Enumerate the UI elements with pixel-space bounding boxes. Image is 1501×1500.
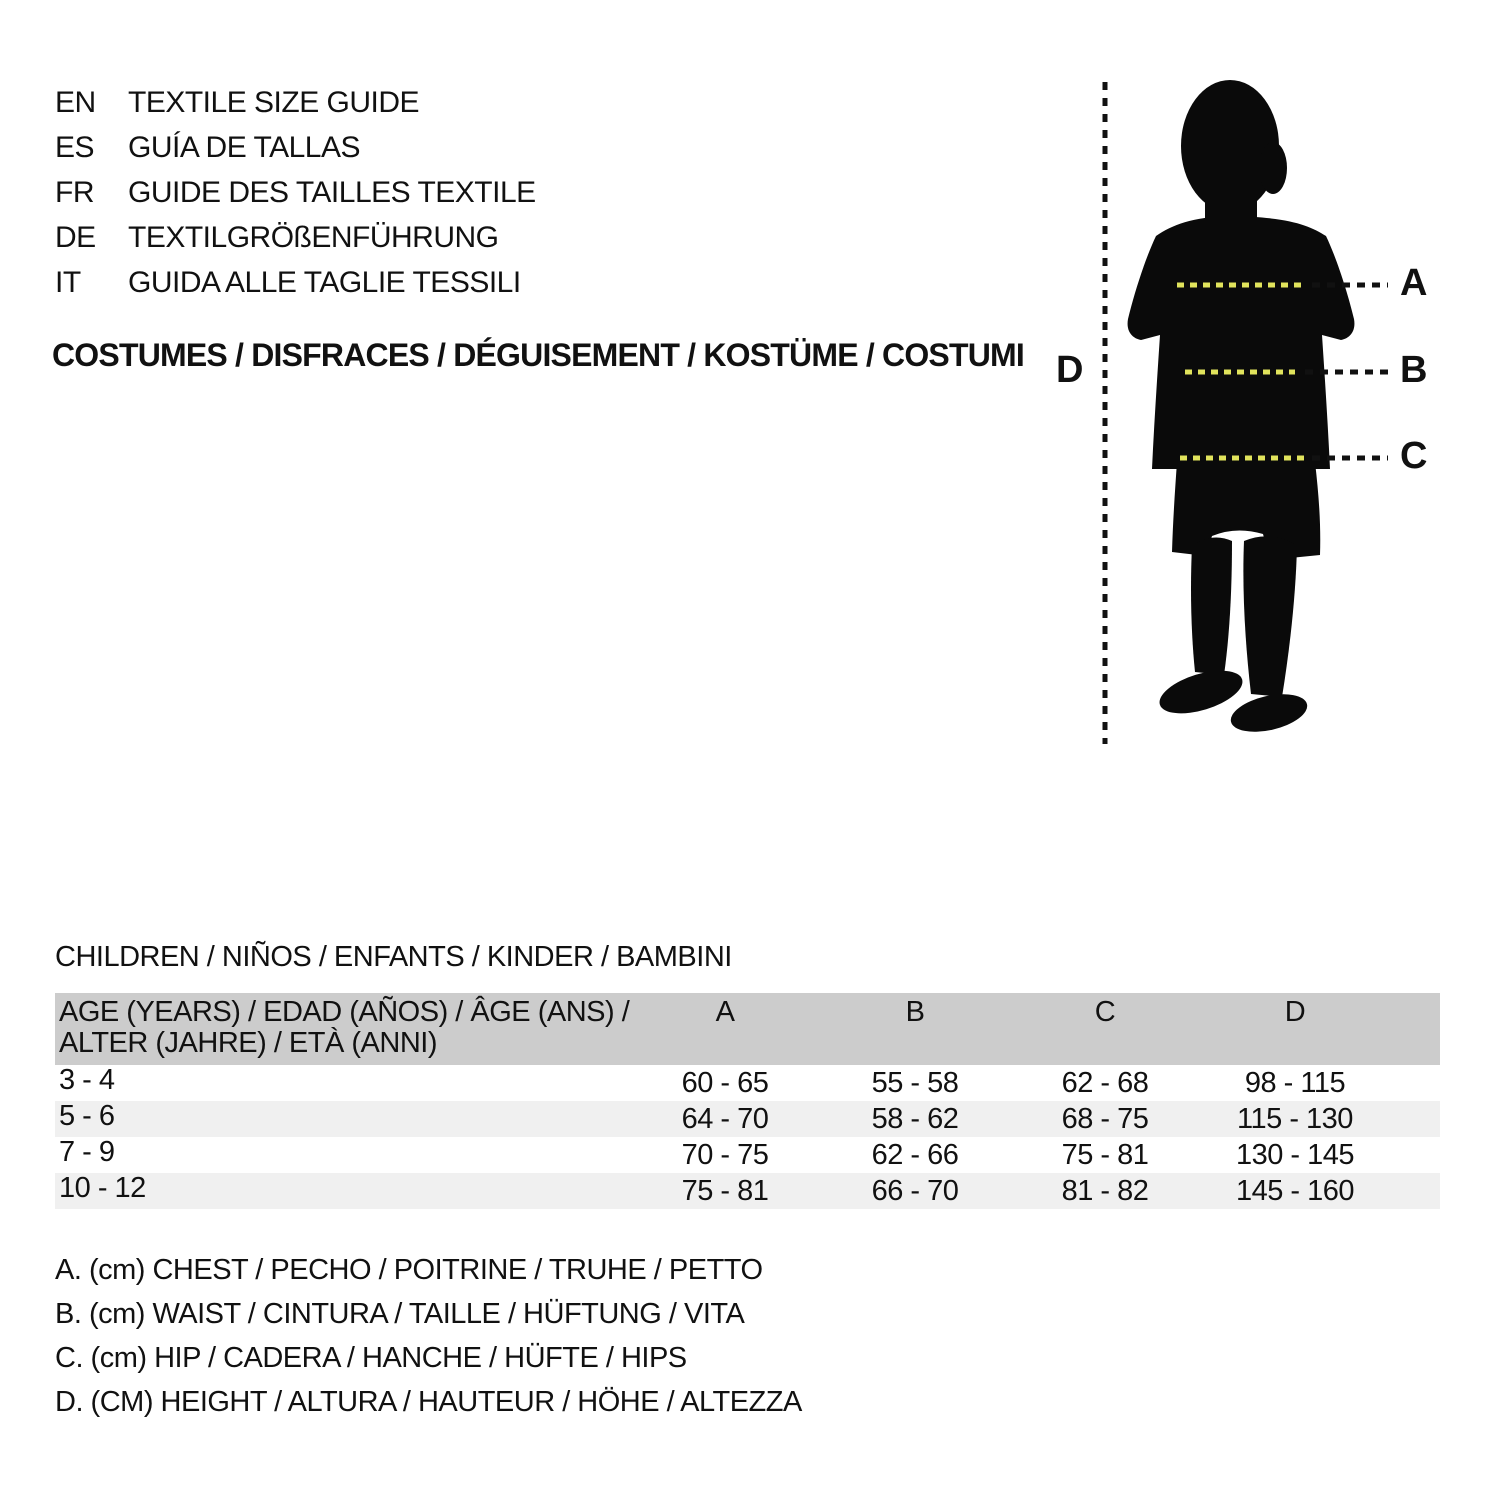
age-header-line2: ALTER (JAHRE) / ETÀ (ANNI)	[59, 1027, 437, 1059]
waist-cell: 55 - 58	[871, 1067, 959, 1099]
measurement-legend	[55, 1248, 802, 1424]
table-section-title: CHILDREN / NIÑOS / ENFANTS / KINDER / BAMBINI	[55, 941, 732, 973]
waist-cell: 62 - 66	[871, 1139, 959, 1171]
table-row	[55, 1137, 1440, 1173]
marker-label-waist: B	[1400, 349, 1427, 391]
lang-title: TEXTILE SIZE GUIDE	[128, 86, 420, 119]
lang-code: DE	[55, 221, 96, 254]
chest-cell: 60 - 65	[681, 1067, 769, 1099]
column-header-a: A	[715, 996, 735, 1028]
lang-title: GUIDE DES TAILLES TEXTILE	[128, 176, 536, 209]
column-header-d: D	[1284, 996, 1306, 1028]
lang-code: FR	[55, 176, 94, 209]
category-title: COSTUMES / DISFRACES / DÉGUISEMENT / KOSTÜME / COSTUMI	[52, 337, 1024, 373]
lang-row-de	[55, 215, 536, 260]
legend-hip: C. (cm) HIP / CADERA / HANCHE / HÜFTE / HIPS	[55, 1342, 687, 1374]
lang-row-es	[55, 125, 536, 170]
column-header-b: B	[905, 996, 925, 1028]
child-silhouette	[1128, 80, 1355, 738]
hip-cell: 75 - 81	[1061, 1139, 1149, 1171]
column-header-c: C	[1094, 996, 1116, 1028]
lang-title: GUIDA ALLE TAGLIE TESSILI	[128, 266, 521, 299]
waist-cell: 66 - 70	[871, 1175, 959, 1207]
hip-cell: 62 - 68	[1061, 1067, 1149, 1099]
lang-code: IT	[55, 266, 81, 299]
age-cell: 5 - 6	[59, 1100, 115, 1132]
table-row	[55, 1101, 1440, 1137]
height-cell: 130 - 145	[1235, 1139, 1355, 1171]
height-cell: 145 - 160	[1235, 1175, 1355, 1207]
lang-row-it	[55, 260, 536, 305]
legend-waist: B. (cm) WAIST / CINTURA / TAILLE / HÜFTUNG / VITA	[55, 1298, 745, 1330]
language-title-list	[55, 80, 536, 305]
lang-code: EN	[55, 86, 96, 119]
children-size-table	[55, 993, 1440, 1209]
hip-cell: 68 - 75	[1061, 1103, 1149, 1135]
lang-row-fr	[55, 170, 536, 215]
waist-cell: 58 - 62	[871, 1103, 959, 1135]
table-header-row	[55, 993, 1440, 1065]
measurement-figure	[1040, 58, 1480, 758]
lang-title: TEXTILGRÖßENFÜHRUNG	[128, 221, 499, 254]
age-header-line1: AGE (YEARS) / EDAD (AÑOS) / ÂGE (ANS) /	[59, 996, 630, 1028]
lang-row-en	[55, 80, 536, 125]
marker-label-hip: C	[1400, 435, 1427, 477]
age-column-header	[55, 993, 630, 1059]
table-row	[55, 1065, 1440, 1101]
age-cell: 7 - 9	[59, 1136, 115, 1168]
height-cell: 98 - 115	[1244, 1067, 1346, 1099]
marker-label-chest: A	[1400, 262, 1427, 304]
height-cell: 115 - 130	[1237, 1103, 1353, 1135]
chest-cell: 64 - 70	[681, 1103, 769, 1135]
chest-cell: 70 - 75	[681, 1139, 769, 1171]
table-row	[55, 1173, 1440, 1209]
legend-chest: A. (cm) CHEST / PECHO / POITRINE / TRUHE / PETTO	[55, 1254, 763, 1286]
age-cell: 3 - 4	[59, 1064, 115, 1096]
lang-code: ES	[55, 131, 95, 164]
lang-title: GUÍA DE TALLAS	[128, 131, 360, 164]
child-silhouette-graphic	[1040, 58, 1480, 758]
hip-cell: 81 - 82	[1061, 1175, 1149, 1207]
age-cell: 10 - 12	[59, 1172, 146, 1204]
marker-label-height: D	[1056, 349, 1083, 391]
chest-cell: 75 - 81	[681, 1175, 769, 1207]
legend-height: D. (CM) HEIGHT / ALTURA / HAUTEUR / HÖHE / ALTEZZA	[55, 1386, 802, 1418]
